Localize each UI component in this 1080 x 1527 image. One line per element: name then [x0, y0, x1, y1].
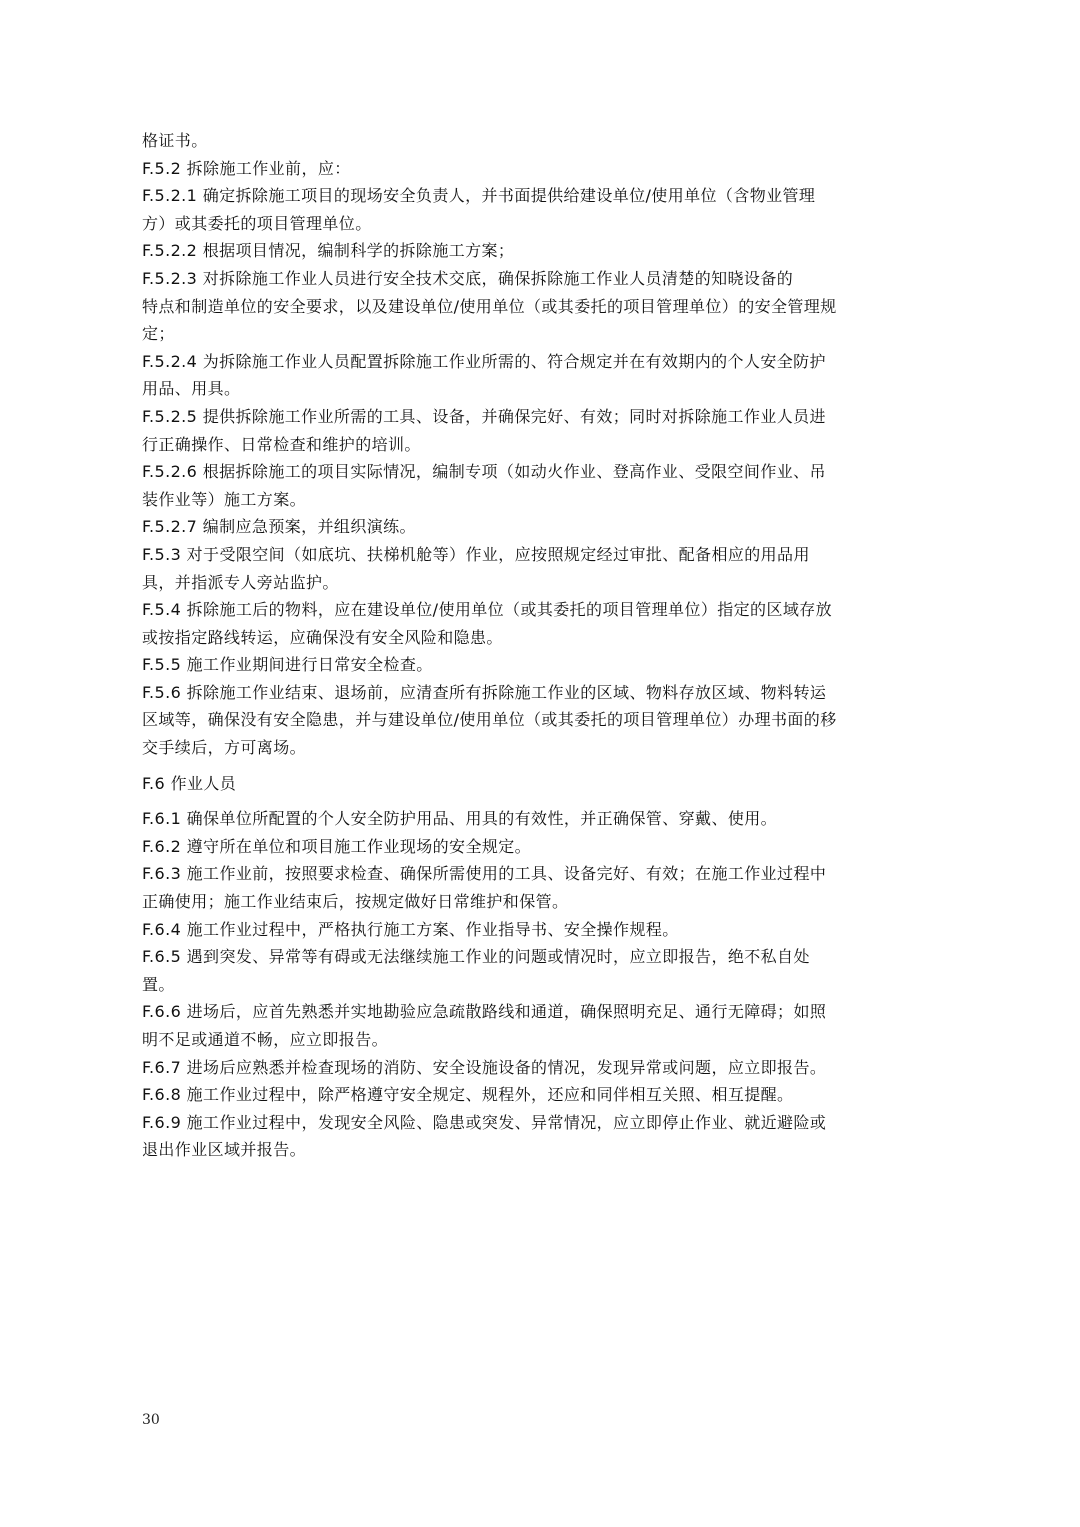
text-line: 定；: [142, 324, 175, 344]
clause-f-5-3: F.5.3 对于受限空间（如底坑、扶梯机舱等）作业，应按照规定经过审批、配备相应的用品用: [142, 544, 810, 564]
text-line: 正确使用；施工作业结束后，按规定做好日常维护和保管。: [142, 892, 569, 912]
clause-f-6-3: F.6.3 施工作业前，按照要求检查、确保所需使用的工具、设备完好、有效；在施工作业过程中: [142, 864, 827, 884]
clause-f-5-2-4: F.5.2.4 为拆除施工作业人员配置拆除施工作业所需的、符合规定并在有效期内的个人安全防护: [142, 351, 826, 371]
clause-f-6-1: F.6.1 确保单位所配置的个人安全防护用品、用具的有效性，并正确保管、穿戴、使用。: [142, 809, 778, 829]
clause-f-5-2-3: F.5.2.3 对拆除施工作业人员进行安全技术交底，确保拆除施工作业人员清楚的知晓设备的: [142, 268, 794, 288]
clause-f-5-2-7: F.5.2.7 编制应急预案，并组织演练。: [142, 517, 416, 537]
clause-f-5-2-2: F.5.2.2 根据项目情况，编制科学的拆除施工方案；: [142, 241, 515, 261]
clause-f-5-4: F.5.4 拆除施工后的物料，应在建设单位/使用单位（或其委托的项目管理单位）指定的区域存放: [142, 600, 833, 620]
document-body: [142, 127, 952, 1164]
text-line: 或按指定路线转运，应确保没有安全风险和隐患。: [142, 627, 503, 647]
text-line: 行正确操作、日常检查和维护的培训。: [142, 434, 421, 454]
clause-f-6-5: F.6.5 遇到突发、异常等有碍或无法继续施工作业的问题或情况时，应立即报告，绝不私自处: [142, 947, 810, 967]
text-line: 具，并指派专人旁站监护。: [142, 572, 339, 592]
clause-f-6-9: F.6.9 施工作业过程中，发现安全风险、隐患或突发、异常情况，应立即停止作业、就近避险或: [142, 1112, 827, 1132]
clause-f-6-7: F.6.7 进场后应熟悉并检查现场的消防、安全设施设备的情况，发现异常或问题，应立即报告。: [142, 1057, 827, 1077]
page-number: 30: [142, 1412, 160, 1428]
text-line: 区域等，确保没有安全隐患，并与建设单位/使用单位（或其委托的项目管理单位）办理书面的移: [142, 710, 837, 730]
section-heading-f-6: F.6 作业人员: [142, 773, 237, 793]
clause-f-5-2: F.5.2 拆除施工作业前，应：: [142, 158, 351, 178]
text-line: 特点和制造单位的安全要求，以及建设单位/使用单位（或其委托的项目管理单位）的安全管理规: [142, 296, 837, 316]
text-line: 方）或其委托的项目管理单位。: [142, 213, 372, 233]
clause-f-6-2: F.6.2 遵守所在单位和项目施工作业现场的安全规定。: [142, 836, 532, 856]
text-line: 格证书。: [142, 131, 208, 150]
clause-f-5-2-1: F.5.2.1 确定拆除施工项目的现场安全负责人，并书面提供给建设单位/使用单位（含物业管理: [142, 186, 816, 206]
clause-f-5-2-5: F.5.2.5 提供拆除施工作业所需的工具、设备，并确保完好、有效；同时对拆除施工作业人员进: [142, 406, 826, 426]
clause-f-6-4: F.6.4 施工作业过程中，严格执行施工方案、作业指导书、安全操作规程。: [142, 919, 679, 939]
text-line: 退出作业区域并报告。: [142, 1140, 307, 1160]
text-line: 置。: [142, 974, 175, 994]
text-line: 交手续后，方可离场。: [142, 738, 307, 758]
clause-f-5-5: F.5.5 施工作业期间进行日常安全检查。: [142, 655, 433, 675]
clause-f-5-2-6: F.5.2.6 根据拆除施工的项目实际情况，编制专项（如动火作业、登高作业、受限空间作业、吊: [142, 462, 826, 482]
clause-f-6-8: F.6.8 施工作业过程中，除严格遵守安全规定、规程外，还应和同伴相互关照、相互提醒。: [142, 1085, 794, 1105]
text-line: 用品、用具。: [142, 379, 241, 399]
text-line: 装作业等）施工方案。: [142, 489, 307, 509]
clause-f-6-6: F.6.6 进场后，应首先熟悉并实地勘验应急疏散路线和通道，确保照明充足、通行无障碍；如照: [142, 1002, 827, 1022]
text-line: 明不足或通道不畅，应立即报告。: [142, 1030, 389, 1049]
clause-f-5-6: F.5.6 拆除施工作业结束、退场前，应清查所有拆除施工作业的区域、物料存放区域、物料转运: [142, 682, 827, 702]
